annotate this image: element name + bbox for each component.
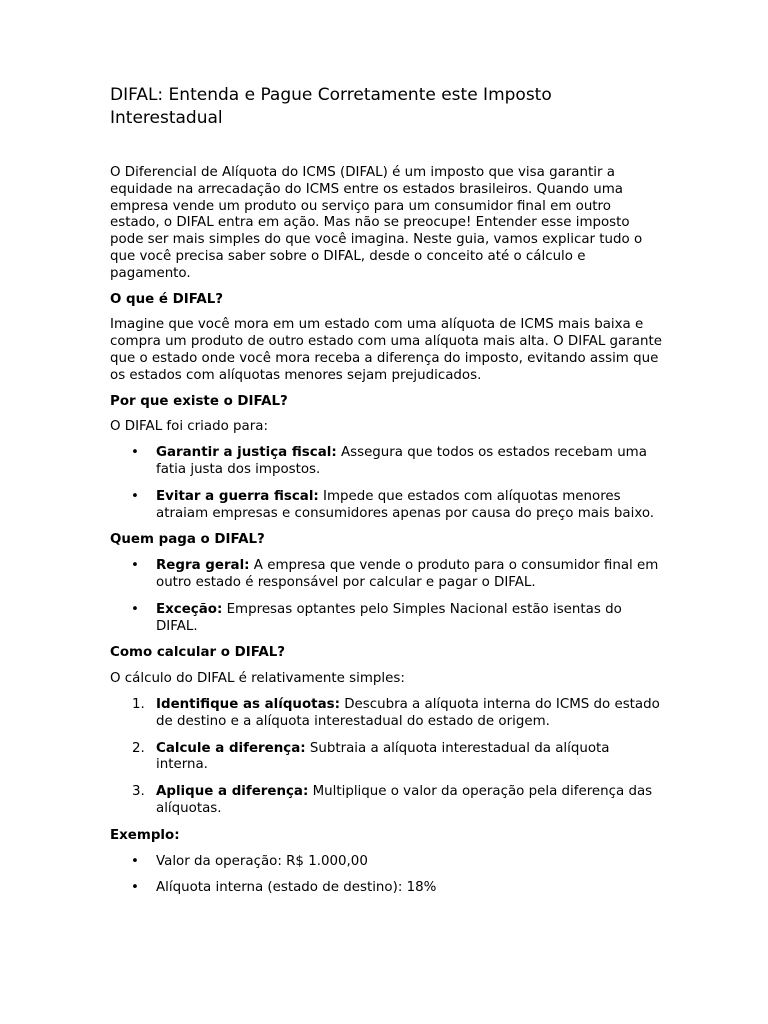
list-item-text: Subtraia a alíquota interestadual da alíquota interna. xyxy=(156,740,610,773)
list-item-label: Aplique a diferença: xyxy=(156,784,309,800)
bullet-marker: • xyxy=(131,558,139,574)
document-title: DIFAL: Entenda e Pague Corretamente este Imposto Interestadual xyxy=(110,85,552,128)
bullet-marker: • xyxy=(131,853,139,869)
list-item-text: A empresa que vende o produto para o consumidor final em outro estado é responsável por calcular e pagar o DIFAL. xyxy=(156,558,659,590)
document-page xyxy=(110,84,662,907)
list-item xyxy=(110,489,662,523)
example-list xyxy=(110,854,662,898)
list-item-label: Calcule a diferença: xyxy=(156,740,306,756)
section-heading-how-to-calculate: Como calcular o DIFAL? xyxy=(110,645,285,661)
section-heading-who-pays: Quem paga o DIFAL? xyxy=(110,532,265,548)
bullet-marker: • xyxy=(131,488,139,504)
list-item-label: Exceção: xyxy=(156,601,223,617)
why-intro-paragraph: O DIFAL foi criado para: xyxy=(110,419,268,435)
section-heading-what-is: O que é DIFAL? xyxy=(110,291,224,307)
list-item-text: Alíquota interna (estado de destino): 18% xyxy=(156,880,437,896)
list-item xyxy=(110,445,662,479)
list-item-text: Impede que estados com alíquotas menores atraiam empresas e consumidores apenas por causa do preço mais baixo. xyxy=(156,488,655,521)
how-to-calculate-paragraph: O cálculo do DIFAL é relativamente simples: xyxy=(110,671,405,687)
list-item-text: Descubra a alíquota interna do ICMS do estado de destino e a alíquota interestadual do estado de origem. xyxy=(156,696,660,729)
step-number: 2. xyxy=(132,740,145,756)
bullet-marker: • xyxy=(131,601,139,617)
bullet-marker: • xyxy=(131,880,139,896)
list-item-text: Assegura que todos os estados recebam uma fatia justa dos impostos. xyxy=(156,445,647,477)
list-item-label: Identifique as alíquotas: xyxy=(156,696,340,712)
step-number: 3. xyxy=(132,784,145,800)
step-number: 1. xyxy=(132,696,145,712)
section-heading-why: Por que existe o DIFAL? xyxy=(110,393,288,409)
why-list xyxy=(110,445,662,522)
list-item xyxy=(110,854,662,871)
list-item-text: Valor da operação: R$ 1.000,00 xyxy=(156,853,368,869)
who-pays-list xyxy=(110,558,662,635)
list-item xyxy=(110,880,662,897)
list-item-label: Garantir a justiça fiscal: xyxy=(156,445,337,461)
list-item-label: Regra geral: xyxy=(156,558,250,574)
list-item xyxy=(110,697,662,731)
list-item xyxy=(110,784,662,818)
list-item-text: Multiplique o valor da operação pela diferença das alíquotas. xyxy=(156,784,653,816)
what-is-paragraph: Imagine que você mora em um estado com uma alíquota de ICMS mais baixa e compra um produto de outro estado com uma alíquota mais alta. O DIFAL garante que o estado onde você mora receba a diferença do imposto, evitando assim que os estados com alíquotas menores sejam prejudicados. xyxy=(110,317,662,383)
list-item-label: Evitar a guerra fiscal: xyxy=(156,488,319,504)
list-item xyxy=(110,602,662,636)
section-heading-example: Exemplo: xyxy=(110,827,180,843)
calculation-steps-list xyxy=(110,697,662,818)
list-item xyxy=(110,558,662,592)
intro-paragraph: O Diferencial de Alíquota do ICMS (DIFAL) é um imposto que visa garantir a equidade na arrecadação do ICMS entre os estados brasileiros. Quando uma empresa vende um produto ou serviço para um consumidor final em outro estado, o DIFAL entra em ação. Mas não se preocupe! Entender esse imposto pode ser mais simples do que você imagina. Neste guia, vamos explicar tudo o que você precisa saber sobre o DIFAL, desde o conceito até o cálculo e pagamento. xyxy=(110,165,643,281)
bullet-marker: • xyxy=(131,445,139,461)
list-item xyxy=(110,741,662,775)
list-item-text: Empresas optantes pelo Simples Nacional estão isentas do DIFAL. xyxy=(156,601,622,634)
